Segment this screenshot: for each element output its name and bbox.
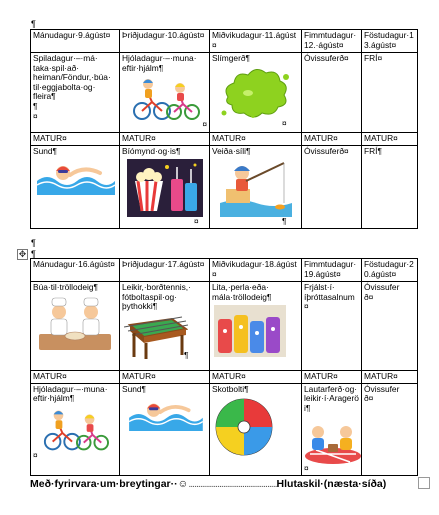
lunch-cell: MATUR¤ — [362, 133, 418, 146]
activity-line: Lita,·perla·eða· — [212, 282, 269, 292]
activity-line: FRÍ¶ — [364, 145, 382, 156]
week1-lunch-row — [31, 133, 418, 146]
activity-line: til·eggjabolta·og· — [33, 81, 96, 92]
lunch-cell: MATUR¤ — [302, 133, 362, 146]
activity-cell — [120, 282, 210, 371]
activity-line: Búa·til·tröllodeig¶ — [33, 282, 99, 292]
checkbox-icon[interactable] — [418, 477, 430, 489]
activity-cell — [362, 383, 418, 475]
week2-morning-row — [31, 282, 418, 371]
activity-cell: Óvissuferð¤ — [302, 53, 362, 133]
fishing-boy-illustration — [220, 159, 292, 217]
activity-line: Sund¶ — [33, 145, 58, 156]
leader-dots: .............................................. — [188, 478, 277, 490]
cell-end-mark: ¤ — [33, 110, 38, 121]
activity-line: ð¤ — [364, 393, 374, 404]
activity-line: íþróttasalnum¤ — [304, 291, 355, 312]
swimmer-illustration — [35, 159, 115, 195]
week1-morning-row — [31, 53, 418, 133]
activity-cell — [31, 145, 120, 228]
day-header: Mánudagur·16.ágúst¤ — [31, 259, 120, 282]
lunch-cell: MATUR¤ — [362, 371, 418, 384]
activity-line: Bíómynd·og·is¶ — [122, 145, 181, 156]
cell-end-mark: ¤ — [202, 119, 207, 130]
paragraph-mark: ¶ — [31, 238, 36, 248]
lunch-cell: MATUR¤ — [120, 133, 210, 146]
activity-cell — [210, 53, 302, 133]
paragraph-mark: ¶ — [31, 19, 36, 29]
cell-end-mark: ¤ — [194, 216, 199, 227]
activity-line: Lautarferð·og· — [304, 383, 358, 394]
cycling-kids-illustration — [130, 76, 200, 120]
activity-line: ð¤ — [364, 291, 374, 302]
week1-afternoon-row — [31, 145, 418, 228]
activity-line: fótboltaspil·og· — [122, 291, 177, 302]
cycling-kids-illustration — [41, 407, 109, 451]
paragraph-mark: ¶ — [282, 216, 287, 227]
cell-end-mark: ¤ — [33, 449, 38, 460]
lunch-cell: MATUR¤ — [31, 133, 120, 146]
activity-line: mála·tröllodeig¶ — [212, 291, 272, 302]
swimmer-illustration — [127, 397, 203, 431]
lunch-cell: MATUR¤ — [210, 371, 302, 384]
activity-cell: FRÍ¤ — [362, 53, 418, 133]
activity-line: Veiða·síli¶ — [212, 145, 251, 156]
day-header: Mánudagur·9.ágúst¤ — [31, 30, 120, 53]
paragraph-mark: ¶ — [33, 100, 38, 111]
activity-cell — [120, 53, 210, 133]
activity-line: Hjóladagur·–·muna· — [122, 53, 197, 63]
activity-line: eftir·hjálm¶ — [33, 393, 75, 404]
disclaimer-text: Með·fyrirvara·um·breytingar··☺ — [30, 478, 189, 490]
activity-line: Spiladagur·–·má· — [33, 53, 98, 63]
activity-cell — [362, 282, 418, 371]
activity-cell — [362, 145, 418, 228]
week2-schedule-table — [30, 258, 418, 476]
paragraph-mark: ¶ — [184, 349, 189, 360]
activity-cell — [31, 53, 120, 133]
week1-header-row — [31, 30, 418, 53]
lunch-cell: MATUR¤ — [210, 133, 302, 146]
lunch-cell: MATUR¤ — [120, 371, 210, 384]
week1-schedule-table — [30, 29, 418, 229]
activity-line: heiman/Föndur,·búa· — [33, 72, 111, 83]
activity-cell — [302, 282, 362, 371]
section-break-label: Hlutaskil·(næsta·síða) — [276, 478, 387, 490]
cell-end-mark: ¤ — [304, 463, 309, 474]
day-header: Fimmtudagur·19.ágúst¤ — [302, 259, 362, 282]
day-header: Fimmtudagur·12.·ágúst¤ — [302, 30, 362, 53]
day-header: Miðvikudagur·11.ágúst¤ — [210, 30, 302, 53]
activity-cell — [31, 383, 120, 475]
painted-jars-illustration — [214, 305, 286, 357]
activity-line: Sund¶ — [122, 383, 147, 394]
beach-ball-illustration — [214, 397, 274, 457]
movie-popcorn-illustration — [127, 159, 203, 217]
day-header: Föstudagur·13.ágúst¤ — [362, 30, 418, 53]
activity-line: þythokki¶ — [122, 301, 158, 312]
activity-cell — [120, 145, 210, 228]
paragraph-mark: ¶ — [31, 249, 36, 259]
week2-afternoon-row — [31, 383, 418, 475]
footer-line — [30, 477, 417, 491]
day-header: Föstudagur·20.ágúst¤ — [362, 259, 418, 282]
activity-cell — [210, 282, 302, 371]
activity-cell — [210, 383, 302, 475]
activity-line: eftir·hjálm¶ — [122, 62, 164, 73]
lunch-cell: MATUR¤ — [302, 371, 362, 384]
activity-line: taka·spil·að· — [33, 62, 80, 73]
slime-splash-illustration — [220, 67, 292, 119]
activity-line: leikir·í·Arageröi¶ — [304, 393, 359, 413]
activity-line: fleira¶ — [33, 91, 56, 102]
activity-line: Hjóladagur·–·muna· — [33, 383, 108, 394]
picnic-illustration — [304, 416, 362, 464]
kids-baking-illustration — [37, 296, 113, 352]
cell-end-mark: ¤ — [282, 117, 287, 128]
activity-cell — [120, 383, 210, 475]
activity-line: Óvissufer — [364, 383, 400, 394]
day-header: Miðvikudagur·18.ágúst¤ — [210, 259, 302, 282]
activity-cell: Óvissuferð¤ — [302, 145, 362, 228]
activity-cell — [210, 145, 302, 228]
table-move-handle-icon[interactable]: ✥ — [18, 249, 27, 259]
lunch-cell: MATUR¤ — [31, 371, 120, 384]
activity-line: Óvissufer — [364, 282, 400, 292]
activity-line: Leikir,·borðtennis,· — [122, 282, 191, 292]
day-header: Þriðjudagur·10.ágúst¤ — [120, 30, 210, 53]
activity-line: Slímgerð¶ — [212, 53, 251, 63]
activity-line: Frjálst·í· — [304, 282, 335, 292]
activity-cell — [302, 383, 362, 475]
activity-cell — [31, 282, 120, 371]
day-header: Þriðjudagur·17.ágúst¤ — [120, 259, 210, 282]
week2-lunch-row — [31, 371, 418, 384]
activity-line: Skotbolti¶ — [212, 383, 249, 394]
week2-header-row — [31, 259, 418, 282]
